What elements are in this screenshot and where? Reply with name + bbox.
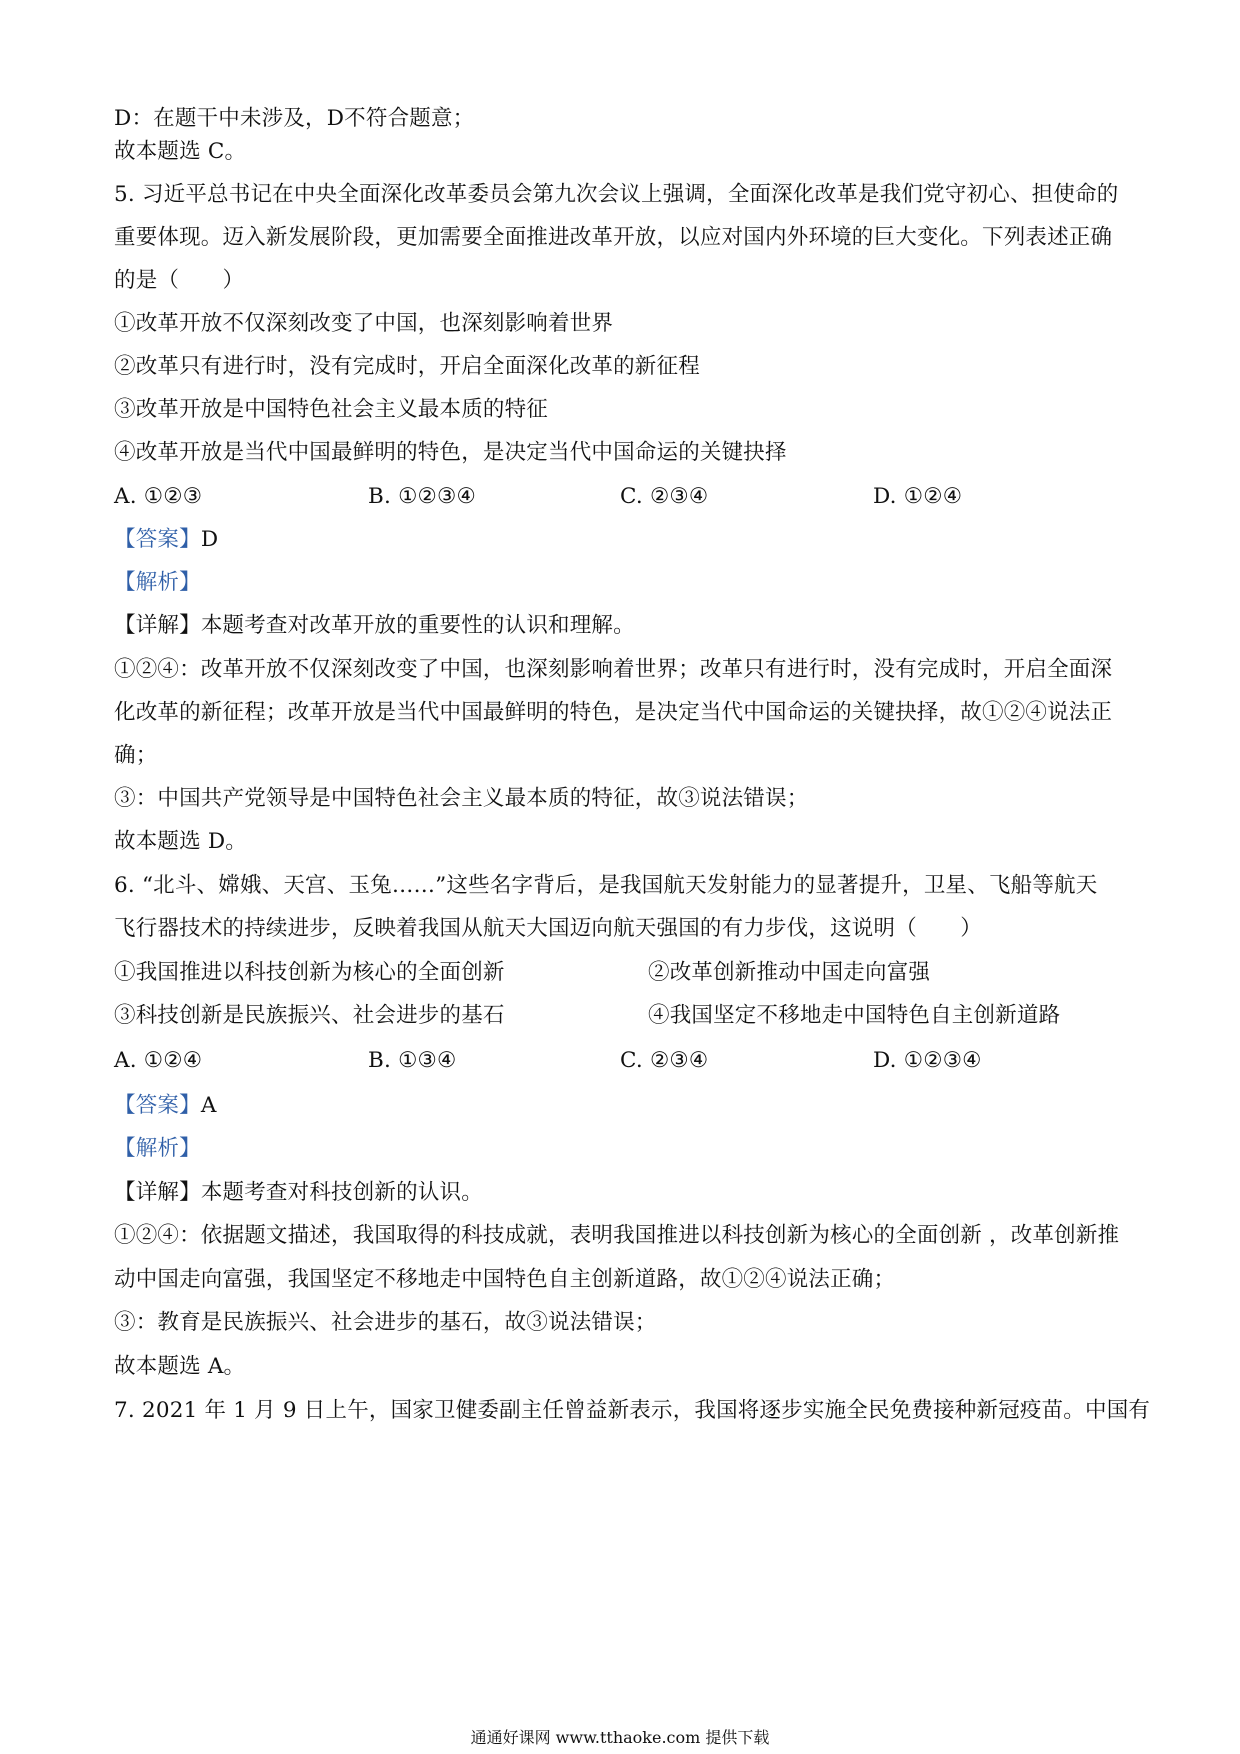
option-b: B. ①③④	[368, 1048, 457, 1073]
page-footer: 通通好课网 www.tthaoke.com 提供下载	[470, 1728, 770, 1747]
detail-text: 本题考查对科技创新的认识。	[200, 1180, 483, 1205]
detail-tag: 【详解】	[114, 1180, 201, 1205]
statement: ③科技创新是民族振兴、社会进步的基石	[114, 1003, 505, 1028]
statement: ③改革开放是中国特色社会主义最本质的特征	[114, 397, 549, 422]
option-b: B. ①②③④	[368, 484, 476, 509]
explanation: 动中国走向富强，我国坚定不移地走中国特色自主创新道路，故①②④说法正确；	[114, 1267, 896, 1292]
question-6-options	[114, 1046, 1124, 1076]
statement-row	[114, 958, 1124, 988]
statement: ②改革只有进行时，没有完成时，开启全面深化改革的新征程	[114, 354, 700, 379]
statement: ④改革开放是当代中国最鲜明的特色，是决定当代中国命运的关键抉择	[114, 440, 787, 465]
answer-value: A	[200, 1093, 217, 1118]
explanation: 确；	[114, 743, 158, 768]
conclusion: 故本题选 A。	[114, 1354, 246, 1379]
option-c: C. ②③④	[620, 484, 709, 509]
detail-line	[114, 1178, 483, 1208]
explanation: ③：教育是民族振兴、社会进步的基石，故③说法错误；	[114, 1310, 657, 1335]
text-line: 故本题选 C。	[114, 139, 247, 164]
question-7-stem: 7. 2021 年 1 月 9 日上午，国家卫健委副主任曾益新表示，我国将逐步实施全民免费接种新冠疫苗。中国有	[114, 1398, 1151, 1423]
analysis-tag: 【解析】	[114, 1136, 201, 1161]
answer-line	[114, 1091, 217, 1121]
option-d: D. ①②④	[873, 484, 963, 509]
explanation: ①②④：改革开放不仅深刻改变了中国，也深刻影响着世界；改革只有进行时，没有完成时，开启全面深	[114, 657, 1113, 682]
option-c: C. ②③④	[620, 1048, 709, 1073]
statement: ④我国坚定不移地走中国特色自主创新道路	[648, 1003, 1061, 1028]
answer-tag: 【答案】	[114, 527, 201, 552]
question-6-stem: 飞行器技术的持续进步，反映着我国从航天大国迈向航天强国的有力步伐，这说明（ ）	[114, 916, 983, 941]
question-5-stem: 5. 习近平总书记在中央全面深化改革委员会第九次会议上强调，全面深化改革是我们党守初心、担使命的	[114, 182, 1119, 207]
question-5-stem: 的是（ ）	[114, 268, 245, 293]
explanation: ③：中国共产党领导是中国特色社会主义最本质的特征，故③说法错误；	[114, 786, 809, 811]
question-5-stem: 重要体现。迈入新发展阶段，更加需要全面推进改革开放，以应对国内外环境的巨大变化。下列表述正确	[114, 225, 1113, 250]
question-5-options	[114, 482, 1124, 512]
statement: ②改革创新推动中国走向富强	[648, 960, 931, 985]
detail-line	[114, 611, 635, 641]
detail-text: 本题考查对改革开放的重要性的认识和理解。	[200, 613, 635, 638]
explanation: ①②④：依据题文描述，我国取得的科技成就，表明我国推进以科技创新为核心的全面创新 ，改革创新推	[114, 1223, 1120, 1248]
option-a: A. ①②③	[114, 484, 203, 509]
option-a: A. ①②④	[114, 1048, 203, 1073]
answer-tag: 【答案】	[114, 1093, 201, 1118]
statement-row	[114, 1001, 1124, 1031]
statement: ①改革开放不仅深刻改变了中国，也深刻影响着世界	[114, 311, 614, 336]
analysis-tag: 【解析】	[114, 570, 201, 595]
option-d: D. ①②③④	[873, 1048, 982, 1073]
answer-value: D	[200, 527, 219, 552]
detail-tag: 【详解】	[114, 613, 201, 638]
explanation: 化改革的新征程；改革开放是当代中国最鲜明的特色，是决定当代中国命运的关键抉择，故①②④说法正	[114, 700, 1113, 725]
text-line: D：在题干中未涉及，D不符合题意；	[114, 106, 475, 131]
conclusion: 故本题选 D。	[114, 829, 247, 854]
question-6-stem: 6. “北斗、嫦娥、天宫、玉兔……”这些名字背后，是我国航天发射能力的显著提升，卫星、飞船等航天	[114, 873, 1098, 898]
statement: ①我国推进以科技创新为核心的全面创新	[114, 960, 505, 985]
answer-line	[114, 525, 218, 555]
